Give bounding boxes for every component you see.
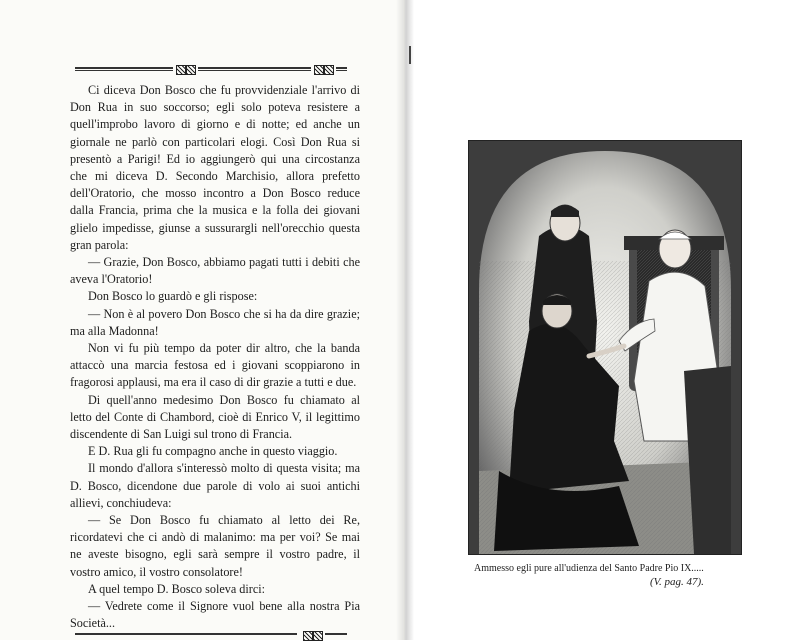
footer-ornament-left	[75, 630, 347, 640]
paragraph: E D. Rua gli fu compagno anche in questo viaggio.	[88, 444, 338, 459]
paragraph: — Non è al povero Don Bosco che si ha da dire grazie; ma alla Madonna!	[70, 306, 360, 338]
paragraph: Di quell'anno medesimo Don Bosco fu chiamato al letto del Conte di Chambord, cioè di Enrico V, il legittimo discendente di San Luigi sul trono di Francia.	[70, 392, 360, 442]
paragraph: A quel tempo D. Bosco soleva dirci:	[88, 581, 266, 596]
paragraph: — Grazie, Don Bosco, abbiamo pagati tutti i debiti che aveva l'Oratorio!	[70, 255, 360, 287]
paragraph: Il mondo d'allora s'interessò molto di questa visita; ma D. Bosco, dicendone due parole di volo ai suoi antichi allievi, conchiudeva:	[70, 461, 360, 510]
paragraph: — Se Don Bosco fu chiamato al letto dei Re, ricordatevi che ci andò di malanimo: ma per voi? Se mai ne aveste bisogno, egli sarà sempre il vostro padre, il vostro amico, il vostro consolatore!	[70, 513, 360, 579]
book-gutter	[396, 0, 414, 640]
illustration-caption: Ammesso egli pure all'udienza del Santo Padre Pio IX.....	[474, 563, 704, 574]
engraving-image	[469, 141, 741, 554]
paragraph: Non vi fu più tempo da poter dir altro, che la banda attaccò una marcia festosa ed i giovani scoppiarono in fragorosi applausi, ma era il caso di dir grazie a tutti e due.	[70, 341, 360, 390]
page-reference: (V. pag. 47).	[650, 576, 704, 588]
illustration-plate	[468, 140, 742, 555]
paragraph: — Vedrete come il Signore vuol bene alla nostra Pia Società...	[70, 599, 360, 631]
paragraph: Don Bosco lo guardò e gli rispose:	[88, 289, 258, 304]
spine-mark	[409, 46, 411, 64]
body-text	[70, 82, 360, 633]
paragraph: Ci diceva Don Bosco che fu provvidenziale l'arrivo di Don Rua in suo soccorso; egli solo poteva resistere a quell'improbo lavoro di giorno e di notte; ed anche un giornale ne parlò con particolari elogi. Così Don Rua si presentò a Parigi! Ed io aggiungerò qui una circostanza che mi diceva D. Secondo Marchisio, allora prefetto dell'Oratorio, che mosso incontro a Don Bosco reduce dalla Francia, prima che la musica e la folla dei giovani glielo impedisse, giunse a sussurargli nell'orecchio questa gran parola:	[70, 83, 360, 252]
header-ornament-left	[75, 64, 347, 74]
